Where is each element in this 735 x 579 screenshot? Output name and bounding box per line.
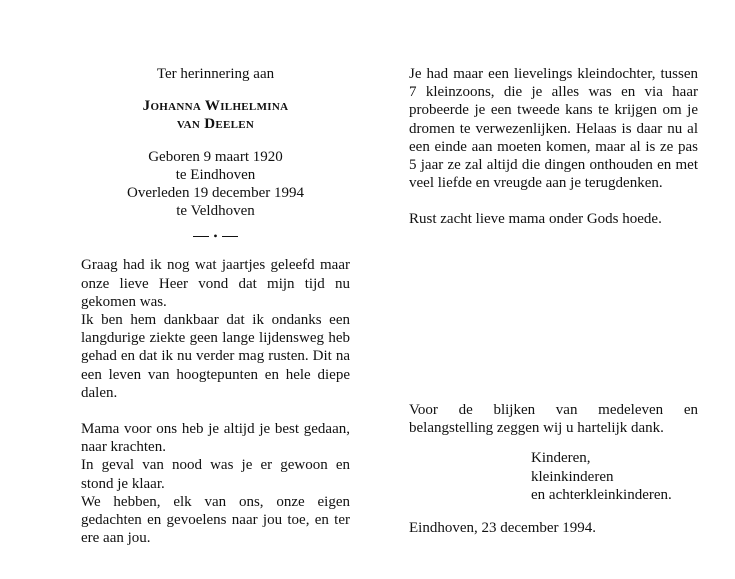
deceased-name-line2: van Deelen bbox=[176, 116, 255, 133]
left-paragraph-5: We hebben, elk van ons, onze eigen gedachten en gevoelens naar jou toe, en ter ere aan jou. bbox=[81, 493, 350, 547]
thanks-block bbox=[409, 401, 698, 537]
thanks-text: Voor de blijken van medeleven en belangstelling zeggen wij u hartelijk dank. bbox=[409, 402, 698, 437]
right-paragraph-2: Rust zacht lieve mama onder Gods hoede. bbox=[409, 211, 662, 228]
left-paragraph-4: In geval van nood was je er gewoon en stond je klaar. bbox=[81, 457, 350, 492]
right-column bbox=[409, 65, 698, 229]
birth-place: te Eindhoven bbox=[175, 166, 256, 183]
left-column bbox=[81, 65, 350, 547]
signature-line-2: kleinkinderen bbox=[531, 468, 614, 485]
death-place: te Veldhoven bbox=[176, 203, 255, 220]
right-paragraph-1: Je had maar een lievelings kleindochter, tussen 7 kleinzoons, die je alles was en via haar probeerde je een tweede kans te krijgen om je dromen te verwezenlijken. Helaas is daar nu al een einde aan moeten komen, maar al is ze pas 5 jaar ze zal altijd die dingen onthouden en met veel liefde en vreugde aan je terugdenken. bbox=[409, 66, 698, 192]
left-paragraph-3: Mama voor ons heb je altijd je best gedaan, naar krachten. bbox=[81, 421, 350, 456]
left-paragraph-2: Ik ben hem dankbaar dat ik ondanks een langdurige ziekte geen lange lijdensweg heb gehad en dat ik nu verder mag rusten. Dit na een leven van hoogtepunten en hele diepe dalen. bbox=[81, 312, 350, 401]
deceased-name-line1: Johanna Wilhelmina bbox=[142, 98, 289, 115]
left-paragraph-1: Graag had ik nog wat jaartjes geleefd maar onze lieve Heer vond dat mijn tijd nu gekomen was. bbox=[81, 257, 350, 310]
signature-line-3: en achterkleinkinderen. bbox=[531, 486, 672, 503]
death-date: Overleden 19 december 1994 bbox=[126, 185, 304, 202]
intro-line: Ter herinnering aan bbox=[156, 66, 275, 82]
signature-line-1: Kinderen, bbox=[531, 450, 591, 467]
birth-date: Geboren 9 maart 1920 bbox=[148, 148, 283, 165]
ornament-divider: • bbox=[81, 230, 350, 242]
dateline: Eindhoven, 23 december 1994. bbox=[409, 520, 597, 537]
